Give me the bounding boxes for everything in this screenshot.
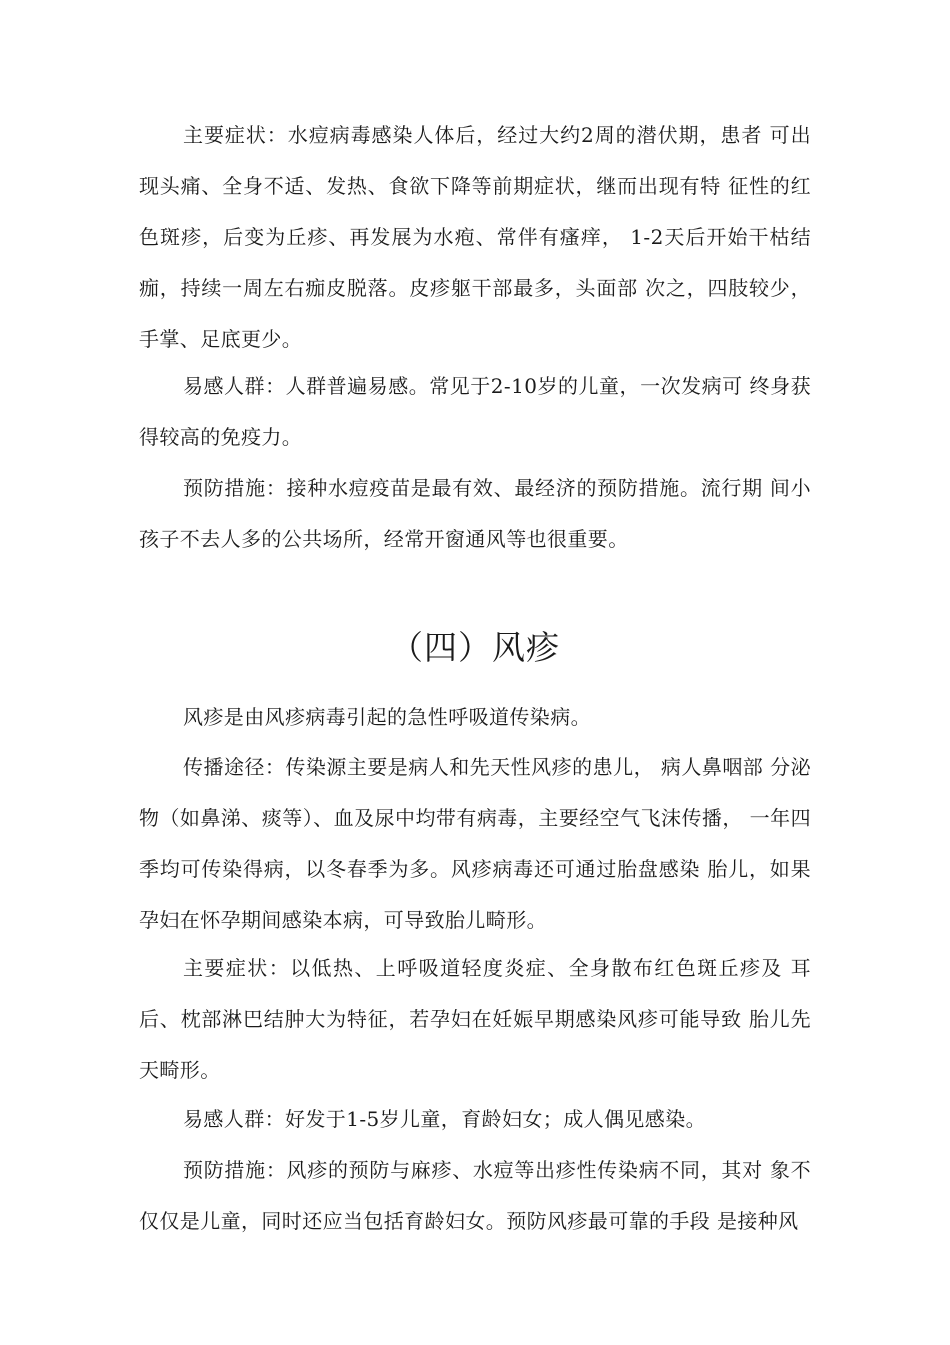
rubella-symptoms-paragraph: 主要症状：以低热、上呼吸道轻度炎症、全身散布红色斑丘疹及 耳后、枕部淋巴结肿大为特征，若孕妇在妊娠早期感染风疹可能导致 胎儿先天畸形。: [139, 956, 811, 1082]
section-heading-rubella: （四）风疹: [390, 628, 560, 667]
rubella-transmission-paragraph: 传播途径：传染源主要是病人和先天性风疹的患儿， 病人鼻咽部 分泌物（如鼻涕、痰等）、血及尿中均带有病毒，主要经空气飞沫传播， 一年四季均可传染得病，以冬春季为多。风疹病毒还可通过胎盘感染 胎儿，如果孕妇在怀孕期间感染本病，可导致胎儿畸形。: [139, 755, 811, 932]
varicella-susceptible-paragraph: 易感人群：人群普遍易感。常见于2-10岁的儿童，一次发病可 终身获得较高的免疫力。: [139, 374, 811, 449]
varicella-symptoms-paragraph: 主要症状：水痘病毒感染人体后，经过大约2周的潜伏期，患者 可出现头痛、全身不适、发热、食欲下降等前期症状，继而出现有特 征性的红色斑疹，后变为丘疹、再发展为水疱、常伴有瘙痒， 1-2天后开始干枯结痂，持续一周左右痂皮脱落。皮疹躯干部最多，头面部 次之，四肢较少，手掌、足底更少。: [139, 123, 811, 351]
rubella-susceptible-paragraph: 易感人群：好发于1-5岁儿童，育龄妇女；成人偶见感染。: [183, 1107, 707, 1131]
rubella-prevention-paragraph: 预防措施：风疹的预防与麻疹、水痘等出疹性传染病不同，其对 象不仅仅是儿童，同时还应当包括育龄妇女。预防风疹最可靠的手段 是接种风: [139, 1158, 811, 1233]
varicella-prevention-paragraph: 预防措施：接种水痘疫苗是最有效、最经济的预防措施。流行期 间小孩子不去人多的公共场所，经常开窗通风等也很重要。: [139, 476, 811, 551]
rubella-intro-paragraph: 风疹是由风疹病毒引起的急性呼吸道传染病。: [183, 705, 591, 729]
